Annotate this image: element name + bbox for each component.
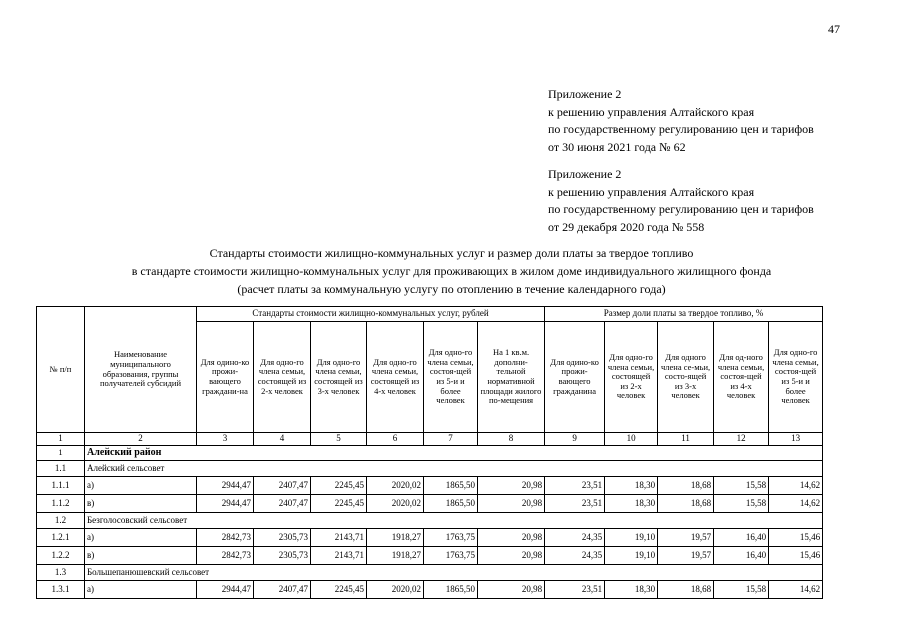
value-cell: 2305,73 [254, 547, 311, 565]
row-index: 1.2 [37, 513, 85, 529]
value-cell: 2020,02 [367, 477, 424, 495]
header-share-col: Для од-ного члена семьи, состоя-щей из 4-х человек [714, 322, 769, 433]
appendix-note-current [548, 86, 814, 156]
subdivision-row [37, 513, 823, 529]
appendix-line: от 29 декабря 2020 года № 558 [548, 219, 705, 234]
value-cell: 19,57 [658, 529, 714, 547]
column-number: 12 [714, 433, 769, 446]
column-number: 10 [605, 433, 658, 446]
value-cell: 2407,47 [254, 477, 311, 495]
value-cell: 23,51 [545, 477, 605, 495]
value-cell: 2245,45 [311, 581, 367, 599]
value-cell: 2407,47 [254, 581, 311, 599]
column-number: 5 [311, 433, 367, 446]
header-standard-col: На 1 кв.м. дополни-тельной нормативной площади жилого по-мещения [478, 322, 545, 433]
header-share-col: Для одного члена се-мьи, состо-ящей из 3-х человек [658, 322, 714, 433]
subdivision-name: Безголосовский сельсовет [85, 513, 823, 529]
value-cell: 16,40 [714, 547, 769, 565]
appendix-note-previous [548, 166, 814, 236]
value-cell: 18,30 [605, 477, 658, 495]
value-cell: 2407,47 [254, 495, 311, 513]
value-cell: 14,62 [769, 581, 823, 599]
row-index: 1.1.2 [37, 495, 85, 513]
header-group-standards: Стандарты стоимости жилищно-коммунальных услуг, рублей [197, 307, 545, 322]
recipient-group: а) [85, 477, 197, 495]
appendix-line: по государственному регулированию цен и тарифов [548, 202, 814, 216]
title-line: (расчет платы за коммунальную услугу по отоплению в течение календарного года) [237, 282, 666, 296]
title-line: в стандарте стоимости жилищно-коммунальных услуг для проживающих в жилом доме индивидуального жилищного фонда [131, 264, 772, 278]
value-cell: 2944,47 [197, 581, 254, 599]
value-cell: 1865,50 [424, 581, 478, 599]
column-number: 4 [254, 433, 311, 446]
value-cell: 15,46 [769, 547, 823, 565]
value-cell: 20,98 [478, 495, 545, 513]
value-cell: 2305,73 [254, 529, 311, 547]
value-cell: 23,51 [545, 495, 605, 513]
column-number: 3 [197, 433, 254, 446]
header-standard-col: Для одно-го члена семьи, состоящей из 2-х человек [254, 322, 311, 433]
header-row-number: № п/п [37, 307, 85, 433]
column-number: 2 [85, 433, 197, 446]
value-cell: 15,58 [714, 495, 769, 513]
value-cell: 24,35 [545, 547, 605, 565]
appendix-line: к решению управления Алтайского края [548, 184, 755, 199]
appendix-line: Приложение 2 [548, 87, 622, 101]
row-index: 1.2.1 [37, 529, 85, 547]
value-cell: 1918,27 [367, 547, 424, 565]
value-cell: 2020,02 [367, 495, 424, 513]
appendix-line: к решению управления Алтайского края [548, 104, 755, 119]
header-share-col: Для одно-го члена семьи, состоящей из 2-х человек [605, 322, 658, 433]
value-cell: 1763,75 [424, 529, 478, 547]
column-number: 1 [37, 433, 85, 446]
value-cell: 18,68 [658, 495, 714, 513]
table-row [37, 529, 823, 547]
value-cell: 18,30 [605, 581, 658, 599]
appendix-line: Приложение 2 [548, 167, 622, 181]
value-cell: 2020,02 [367, 581, 424, 599]
value-cell: 1865,50 [424, 477, 478, 495]
value-cell: 2245,45 [311, 477, 367, 495]
value-cell: 15,58 [714, 477, 769, 495]
value-cell: 2842,73 [197, 547, 254, 565]
header-group-fuel-share: Размер доли платы за твердое топливо, % [545, 307, 823, 322]
value-cell: 14,62 [769, 477, 823, 495]
value-cell: 1865,50 [424, 495, 478, 513]
value-cell: 19,10 [605, 529, 658, 547]
column-number: 7 [424, 433, 478, 446]
table-row [37, 581, 823, 599]
header-standard-col: Для одно-го члена семьи, состоящей из 4-х человек [367, 322, 424, 433]
value-cell: 1918,27 [367, 529, 424, 547]
subdivision-name: Алейский сельсовет [85, 461, 823, 477]
header-share-col: Для одно-го члена семьи, состоя-щей из 5-и и более человек [769, 322, 823, 433]
value-cell: 15,46 [769, 529, 823, 547]
value-cell: 19,10 [605, 547, 658, 565]
value-cell: 18,68 [658, 477, 714, 495]
header-standard-col: Для одно-го члена семьи, состоя-щей из 5-и и более человек [424, 322, 478, 433]
value-cell: 19,57 [658, 547, 714, 565]
document-title [0, 244, 903, 298]
table-row [37, 495, 823, 513]
subdivision-row [37, 565, 823, 581]
district-name: Алейский район [85, 446, 823, 461]
row-index: 1.1.1 [37, 477, 85, 495]
value-cell: 2944,47 [197, 495, 254, 513]
district-row [37, 446, 823, 461]
column-number: 8 [478, 433, 545, 446]
header-municipality: Наименование муниципального образования, группы получателей субсидий [85, 307, 197, 433]
row-index: 1.3.1 [37, 581, 85, 599]
row-index: 1.1 [37, 461, 85, 477]
subdivision-row [37, 461, 823, 477]
value-cell: 16,40 [714, 529, 769, 547]
value-cell: 2143,71 [311, 547, 367, 565]
row-index: 1.3 [37, 565, 85, 581]
value-cell: 18,68 [658, 581, 714, 599]
value-cell: 20,98 [478, 547, 545, 565]
subdivision-name: Большепанюшевский сельсовет [85, 565, 823, 581]
column-number: 9 [545, 433, 605, 446]
value-cell: 20,98 [478, 581, 545, 599]
value-cell: 2944,47 [197, 477, 254, 495]
header-standard-col: Для одно-го члена семьи, состоящей из 3-х человек [311, 322, 367, 433]
table-row [37, 477, 823, 495]
value-cell: 2245,45 [311, 495, 367, 513]
title-line: Стандарты стоимости жилищно-коммунальных услуг и размер доли платы за твердое топливо [209, 246, 694, 260]
row-index: 1 [37, 446, 85, 461]
value-cell: 20,98 [478, 529, 545, 547]
appendix-line: от 30 июня 2021 года № 62 [548, 139, 686, 154]
value-cell: 14,62 [769, 495, 823, 513]
value-cell: 2842,73 [197, 529, 254, 547]
value-cell: 1763,75 [424, 547, 478, 565]
value-cell: 23,51 [545, 581, 605, 599]
recipient-group: а) [85, 581, 197, 599]
recipient-group: а) [85, 529, 197, 547]
table-row [37, 547, 823, 565]
recipient-group: в) [85, 547, 197, 565]
row-index: 1.2.2 [37, 547, 85, 565]
recipient-group: в) [85, 495, 197, 513]
value-cell: 24,35 [545, 529, 605, 547]
appendix-line: по государственному регулированию цен и тарифов [548, 122, 814, 136]
standards-table [36, 306, 823, 599]
page-number: 47 [828, 22, 840, 36]
column-number: 13 [769, 433, 823, 446]
column-number: 11 [658, 433, 714, 446]
value-cell: 20,98 [478, 477, 545, 495]
header-share-col: Для одино-ко прожи-вающего гражданина [545, 322, 605, 433]
value-cell: 2143,71 [311, 529, 367, 547]
column-number: 6 [367, 433, 424, 446]
value-cell: 18,30 [605, 495, 658, 513]
header-standard-col: Для одино-ко прожи-вающего граждани-на [197, 322, 254, 433]
value-cell: 15,58 [714, 581, 769, 599]
